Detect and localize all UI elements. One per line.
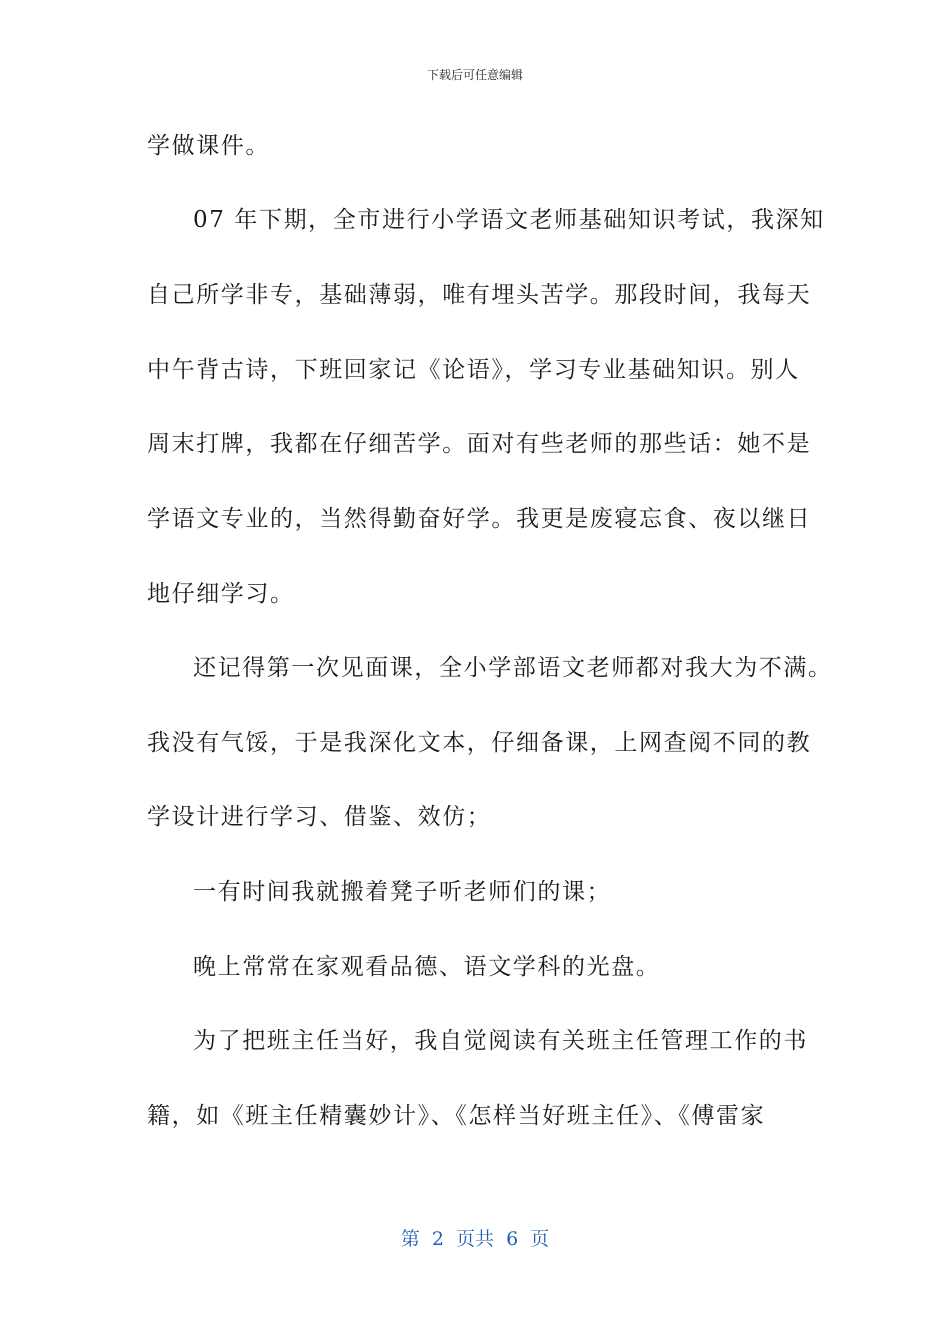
text-line: 学做课件。 (147, 133, 270, 159)
text-line: 地仔细学习。 (147, 581, 295, 607)
text-line: 一有时间我就搬着凳子听老师们的课； (193, 879, 612, 905)
text-line: 晚上常常在家观看品德、语文学科的光盘。 (193, 954, 661, 980)
text-line: 还记得第一次见面课，全小学部语文老师都对我大为不满。 (193, 655, 833, 681)
text-line: 籍，如《班主任精囊妙计》、《怎样当好班主任》、《傅雷家 (147, 1103, 766, 1129)
text-line: 中午背古诗，下班回家记《论语》，学习专业基础知识。别人 (147, 357, 800, 383)
page-number-footer: 第 2 页共 6 页 (400, 1228, 550, 1250)
text-line: 自己所学非专，基础薄弱，唯有埋头苦学。那段时间，我每天 (147, 282, 812, 308)
text-line: 07 年下期，全市进行小学语文老师基础知识考试，我深知 (193, 207, 825, 233)
text-line: 我没有气馁，于是我深化文本，仔细备课，上网查阅不同的教 (147, 730, 812, 756)
page-header-note: 下载后可任意编辑 (426, 68, 523, 82)
text-line: 周末打牌，我都在仔细苦学。面对有些老师的那些话：她不是 (147, 431, 812, 457)
text-line: 学设计进行学习、借鉴、效仿； (147, 804, 492, 830)
text-line: 学语文专业的，当然得勤奋好学。我更是废寝忘食、夜以继日 (147, 506, 812, 532)
text-line: 为了把班主任当好，我自觉阅读有关班主任管理工作的书 (193, 1028, 808, 1054)
